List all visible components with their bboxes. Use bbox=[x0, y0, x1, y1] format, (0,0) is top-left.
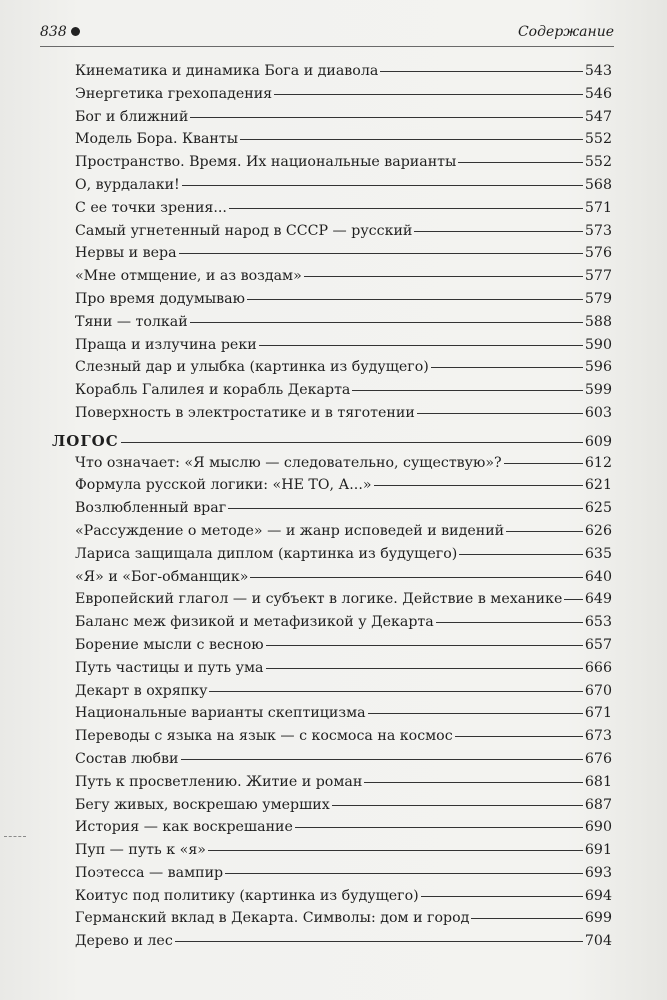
toc-entry-page: 671 bbox=[584, 705, 612, 722]
toc-entry-title: Энергетика грехопадения bbox=[75, 85, 273, 102]
toc-entry-page: 690 bbox=[584, 819, 612, 836]
toc-entry bbox=[52, 910, 612, 933]
toc-entry-title: Переводы с языка на язык — с космоса на космос bbox=[75, 728, 453, 745]
toc-entry-title: Слезный дар и улыбка (картинка из будущего) bbox=[75, 359, 429, 376]
toc-leader-line bbox=[380, 71, 583, 72]
toc-entry-page: 573 bbox=[584, 222, 612, 239]
toc-entry-title: Что означает: «Я мыслю — следовательно, существую»? bbox=[75, 454, 502, 471]
toc-entry-title: С ее точки зрения... bbox=[75, 199, 227, 216]
toc-entry-page: 676 bbox=[584, 750, 612, 767]
toc-leader-line bbox=[266, 645, 583, 646]
toc-entry bbox=[52, 131, 612, 154]
toc-entry bbox=[52, 200, 612, 223]
toc-entry-title: Баланс меж физикой и метафизикой у Декарта bbox=[75, 614, 434, 631]
toc-entry-page: 704 bbox=[584, 933, 612, 950]
toc-entry-title: Бог и ближний bbox=[75, 108, 189, 125]
toc-entry bbox=[52, 109, 612, 132]
toc-entry-page: 571 bbox=[584, 199, 612, 216]
toc-entry bbox=[52, 637, 612, 660]
toc-entry-page: 699 bbox=[584, 910, 612, 927]
toc-entry-page: 635 bbox=[584, 545, 612, 562]
toc-entry-page: 596 bbox=[584, 359, 612, 376]
bullet-dot-icon bbox=[71, 27, 80, 36]
toc-entry-title: Лариса защищала диплом (картинка из будущего) bbox=[75, 545, 458, 562]
toc-entry-title: Состав любви bbox=[75, 750, 179, 767]
running-title: Содержание bbox=[517, 24, 614, 40]
toc-leader-line bbox=[225, 873, 583, 874]
toc-leader-line bbox=[250, 577, 583, 578]
toc-entry-page: 612 bbox=[584, 454, 612, 471]
toc-leader-line bbox=[436, 622, 583, 623]
toc-entry bbox=[52, 819, 612, 842]
toc-leader-line bbox=[181, 759, 583, 760]
toc-entry-page: 653 bbox=[584, 614, 612, 631]
toc-entry-title: Модель Бора. Кванты bbox=[75, 131, 238, 148]
toc-entry-title: Германский вклад в Декарта. Символы: дом и город bbox=[75, 910, 470, 927]
toc-leader-line bbox=[368, 713, 583, 714]
toc-section-heading bbox=[52, 432, 612, 455]
toc-leader-line bbox=[364, 782, 583, 783]
toc-entry bbox=[52, 705, 612, 728]
toc-leader-line bbox=[458, 162, 583, 163]
toc-entry-page: 666 bbox=[584, 659, 612, 676]
toc-entry-page: 588 bbox=[584, 313, 612, 330]
toc-leader-line bbox=[182, 185, 583, 186]
toc-entry-title: ЛОГОС bbox=[52, 431, 119, 450]
toc-entry-page: 576 bbox=[584, 245, 612, 262]
toc-entry-page: 599 bbox=[584, 382, 612, 399]
toc-leader-line bbox=[266, 668, 583, 669]
toc-entry bbox=[52, 314, 612, 337]
toc-leader-line bbox=[352, 390, 583, 391]
toc-entry-page: 568 bbox=[584, 176, 612, 193]
toc-entry-title: История — как воскрешание bbox=[75, 819, 293, 836]
toc-entry-title: Коитус под политику (картинка из будущего) bbox=[75, 887, 419, 904]
toc-entry bbox=[52, 154, 612, 177]
toc-entry-title: Поэтесса — вампир bbox=[75, 864, 224, 881]
toc-entry-page: 590 bbox=[584, 336, 612, 353]
toc-entry bbox=[52, 797, 612, 820]
toc-entry-title: Национальные варианты скептицизма bbox=[75, 705, 366, 722]
toc-leader-line bbox=[304, 276, 583, 277]
toc-entry-title: Тяни — толкай bbox=[75, 313, 188, 330]
toc-entry bbox=[52, 523, 612, 546]
toc-entry-page: 621 bbox=[584, 477, 612, 494]
toc-leader-line bbox=[421, 896, 583, 897]
toc-leader-line bbox=[259, 345, 583, 346]
toc-entry-page: 546 bbox=[584, 85, 612, 102]
toc-entry-page: 691 bbox=[584, 842, 612, 859]
toc-leader-line bbox=[564, 599, 583, 600]
toc-entry-title: Дерево и лес bbox=[75, 933, 173, 950]
toc-leader-line bbox=[455, 736, 583, 737]
table-of-contents bbox=[52, 63, 612, 956]
toc-entry-page: 681 bbox=[584, 773, 612, 790]
toc-entry-title: Декарт в охряпку bbox=[75, 682, 208, 699]
toc-entry-page: 673 bbox=[584, 728, 612, 745]
toc-entry-title: Праща и излучина реки bbox=[75, 336, 257, 353]
toc-entry-page: 552 bbox=[584, 154, 612, 171]
toc-entry bbox=[52, 477, 612, 500]
toc-leader-line bbox=[229, 208, 583, 209]
toc-entry-page: 603 bbox=[584, 404, 612, 421]
toc-leader-line bbox=[209, 691, 582, 692]
toc-leader-line bbox=[332, 805, 583, 806]
toc-entry bbox=[52, 291, 612, 314]
toc-leader-line bbox=[175, 941, 583, 942]
toc-entry bbox=[52, 751, 612, 774]
toc-entry bbox=[52, 63, 612, 86]
toc-leader-line bbox=[417, 413, 583, 414]
toc-leader-line bbox=[179, 253, 583, 254]
toc-leader-line bbox=[228, 508, 583, 509]
toc-entry-title: Пуп — путь к «я» bbox=[75, 842, 206, 859]
toc-entry-page: 609 bbox=[584, 433, 612, 450]
toc-entry bbox=[52, 455, 612, 478]
toc-entry bbox=[52, 569, 612, 592]
toc-entry bbox=[52, 591, 612, 614]
toc-entry-page: 579 bbox=[584, 290, 612, 307]
toc-entry bbox=[52, 546, 612, 569]
toc-entry bbox=[52, 728, 612, 751]
toc-entry-page: 626 bbox=[584, 522, 612, 539]
toc-entry-title: Путь частицы и путь ума bbox=[75, 659, 264, 676]
toc-entry-title: Поверхность в электростатике и в тяготении bbox=[75, 404, 415, 421]
toc-entry-title: Бегу живых, воскрешаю умерших bbox=[75, 796, 330, 813]
toc-entry-title: О, вурдалаки! bbox=[75, 176, 180, 193]
toc-entry bbox=[52, 382, 612, 405]
toc-entry-page: 670 bbox=[584, 682, 612, 699]
toc-entry-page: 547 bbox=[584, 108, 612, 125]
toc-entry-title: Путь к просветлению. Житие и роман bbox=[75, 773, 363, 790]
toc-entry-title: Кинематика и динамика Бога и диавола bbox=[75, 63, 379, 79]
toc-entry-page: 552 bbox=[584, 131, 612, 148]
margin-mark bbox=[4, 836, 26, 841]
toc-entry-title: «Мне отмщение, и аз воздам» bbox=[75, 268, 302, 285]
toc-entry bbox=[52, 177, 612, 200]
toc-entry bbox=[52, 865, 612, 888]
toc-leader-line bbox=[247, 299, 583, 300]
toc-leader-line bbox=[295, 827, 583, 828]
toc-entry-title: Корабль Галилея и корабль Декарта bbox=[75, 382, 351, 399]
toc-entry-page: 657 bbox=[584, 636, 612, 653]
toc-entry-page: 693 bbox=[584, 864, 612, 881]
toc-leader-line bbox=[190, 322, 583, 323]
toc-entry bbox=[52, 888, 612, 911]
toc-entry bbox=[52, 774, 612, 797]
toc-entry-title: Борение мысли с весною bbox=[75, 636, 264, 653]
toc-entry-title: Про время додумываю bbox=[75, 290, 245, 307]
toc-entry bbox=[52, 268, 612, 291]
toc-entry bbox=[52, 660, 612, 683]
toc-entry bbox=[52, 337, 612, 360]
toc-entry-title: Пространство. Время. Их национальные варианты bbox=[75, 154, 457, 171]
toc-entry bbox=[52, 933, 612, 956]
toc-leader-line bbox=[240, 139, 583, 140]
toc-entry-page: 625 bbox=[584, 500, 612, 517]
toc-entry-page: 543 bbox=[584, 63, 612, 79]
toc-entry bbox=[52, 86, 612, 109]
toc-entry-page: 577 bbox=[584, 268, 612, 285]
toc-entry bbox=[52, 359, 612, 382]
toc-leader-line bbox=[374, 485, 583, 486]
toc-leader-line bbox=[471, 918, 583, 919]
toc-entry bbox=[52, 223, 612, 246]
toc-entry-title: Самый угнетенный народ в СССР — русский bbox=[75, 222, 413, 239]
toc-leader-line bbox=[431, 367, 583, 368]
toc-entry bbox=[52, 500, 612, 523]
toc-entry-title: «Я» и «Бог-обманщик» bbox=[75, 568, 249, 585]
toc-entry-title: Возлюбленный враг bbox=[75, 500, 227, 517]
toc-leader-line bbox=[506, 531, 583, 532]
toc-entry bbox=[52, 245, 612, 268]
page-header bbox=[40, 20, 614, 47]
toc-entry-title: «Рассуждение о методе» — и жанр исповедей и видений bbox=[75, 522, 505, 539]
toc-entry-page: 687 bbox=[584, 796, 612, 813]
toc-entry-page: 649 bbox=[584, 591, 612, 608]
toc-entry-page: 694 bbox=[584, 887, 612, 904]
toc-leader-line bbox=[121, 442, 583, 443]
toc-entry-title: Европейский глагол — и субъект в логике. Действие в механике bbox=[75, 591, 563, 608]
toc-entry-title: Формула русской логики: «НЕ ТО, А...» bbox=[75, 477, 372, 494]
toc-leader-line bbox=[459, 554, 583, 555]
toc-leader-line bbox=[190, 117, 583, 118]
toc-entry-page: 640 bbox=[584, 568, 612, 585]
toc-leader-line bbox=[414, 231, 583, 232]
page-number: 838 bbox=[40, 24, 80, 40]
toc-entry bbox=[52, 842, 612, 865]
toc-leader-line bbox=[504, 463, 583, 464]
toc-entry bbox=[52, 683, 612, 706]
toc-leader-line bbox=[274, 94, 583, 95]
toc-entry bbox=[52, 405, 612, 428]
toc-leader-line bbox=[208, 850, 583, 851]
toc-entry-title: Нервы и вера bbox=[75, 245, 177, 262]
toc-entry bbox=[52, 614, 612, 637]
